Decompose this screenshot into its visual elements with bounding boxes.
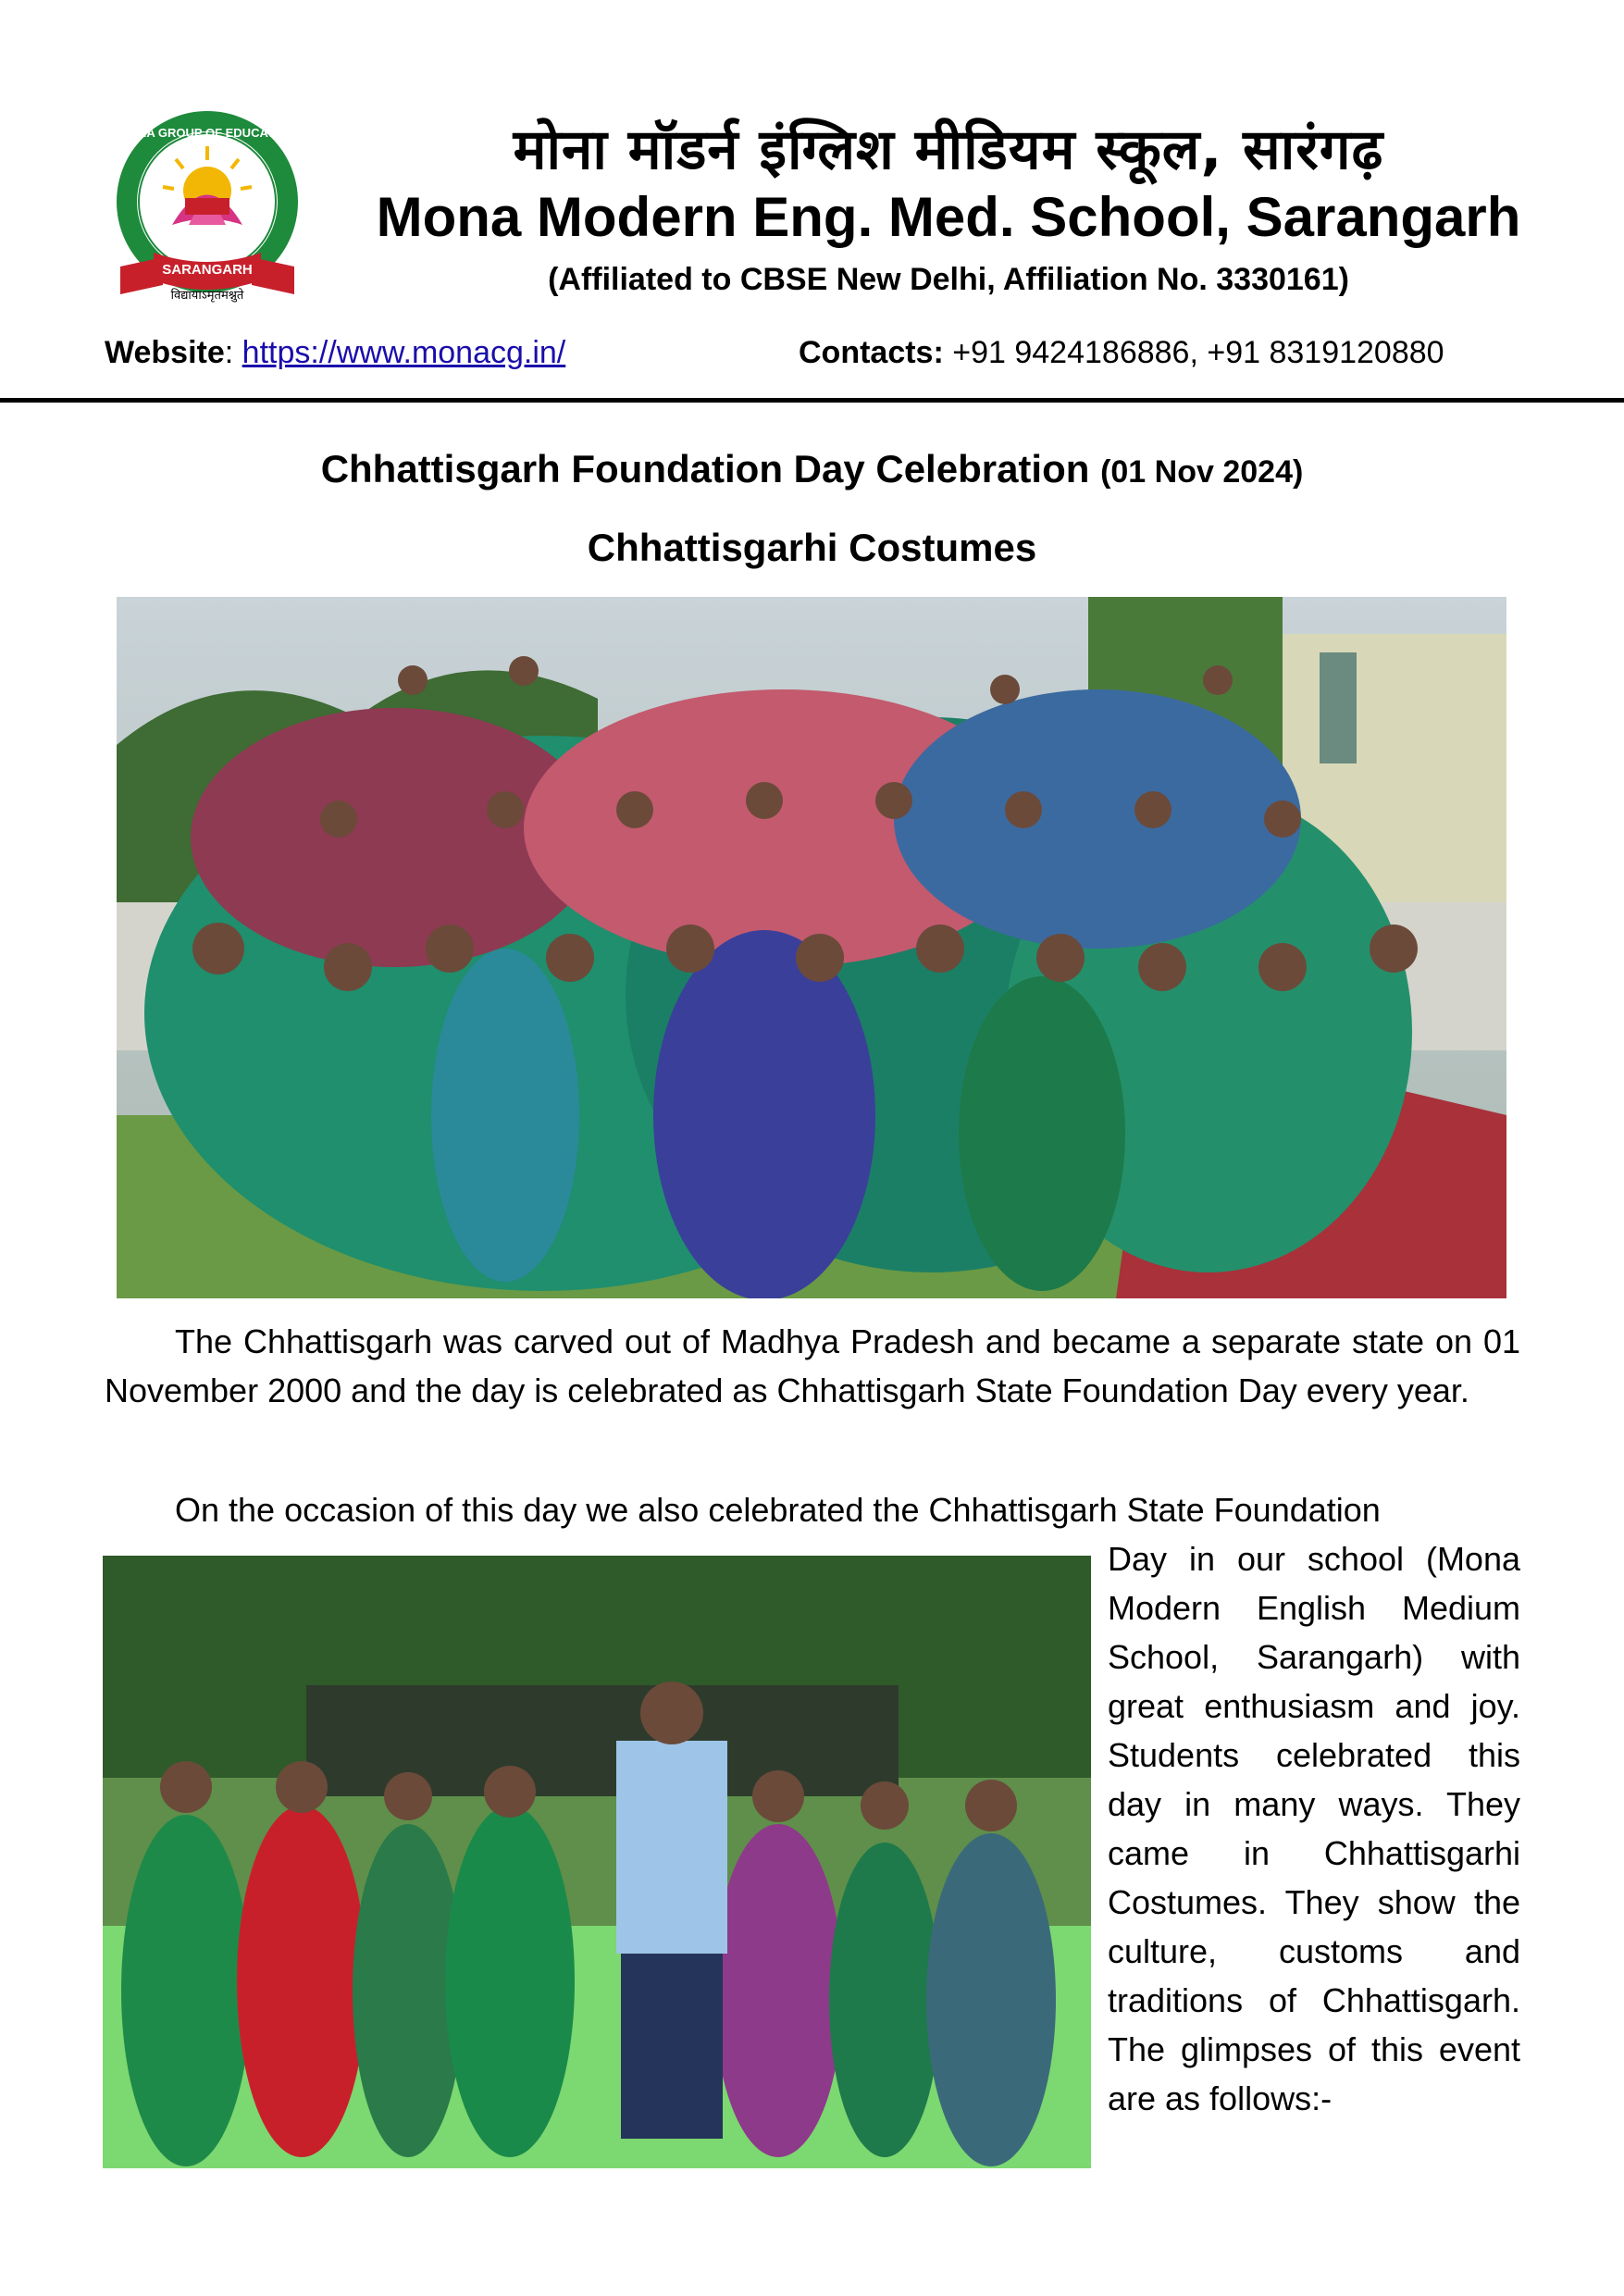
students-with-teacher-photo — [103, 1556, 1091, 2168]
group-photo — [117, 597, 1506, 1298]
website-separator: : — [224, 335, 242, 370]
paragraph-history: The Chhattisgarh was carved out of Madhya Pradesh and became a separate state on 01 November 2000 and the day is celebrated as Chhattisgarh State Foundation Day every year. — [105, 1322, 1520, 1409]
website-label: Website — [105, 335, 225, 370]
event-date: (01 Nov 2024) — [1100, 454, 1304, 490]
paragraph-celebration-first-line: On the occasion of this day we also celebrated the Chhattisgarh State Foundation — [175, 1491, 1381, 1529]
contact-row — [105, 335, 1520, 371]
logo-motto: विद्यायाऽमृतमश्नुते — [170, 289, 244, 303]
logo-ribbon-text: SARANGARH — [162, 262, 253, 278]
contacts-value: +91 9424186886, +91 8319120880 — [943, 335, 1444, 370]
event-title — [0, 447, 1624, 491]
paragraph-celebration-continued: Day in our school (Mona Modern English Medium School, Sarangarh) with great enthusiasm and joy. Students celebrated this day in many ways. They came in Chhattisgarhi Costumes. They show the culture, customs and traditions of Chhattisgarh. The glimpses of this event are as follows:- — [1108, 1540, 1520, 2117]
contacts-block — [799, 335, 1444, 371]
event-title-text: Chhattisgarh Foundation Day Celebration — [320, 447, 1101, 490]
contacts-label: Contacts: — [799, 335, 944, 370]
header-divider — [0, 398, 1624, 403]
event-subtitle: Chhattisgarhi Costumes — [587, 526, 1037, 569]
school-name-hindi: मोना मॉडर्न इंग्लिश मीडियम स्कूल, सारंगढ़ — [513, 118, 1384, 182]
website-link[interactable]: https://www.monacg.in/ — [242, 335, 566, 370]
affiliation-line: (Affiliated to CBSE New Delhi, Affiliation No. 3330161) — [548, 262, 1349, 297]
school-name-english: Mona Modern Eng. Med. School, Sarangarh — [376, 186, 1521, 248]
logo-ring-text: MONA GROUP OF EDUCATION — [118, 126, 296, 140]
school-logo — [107, 109, 307, 309]
